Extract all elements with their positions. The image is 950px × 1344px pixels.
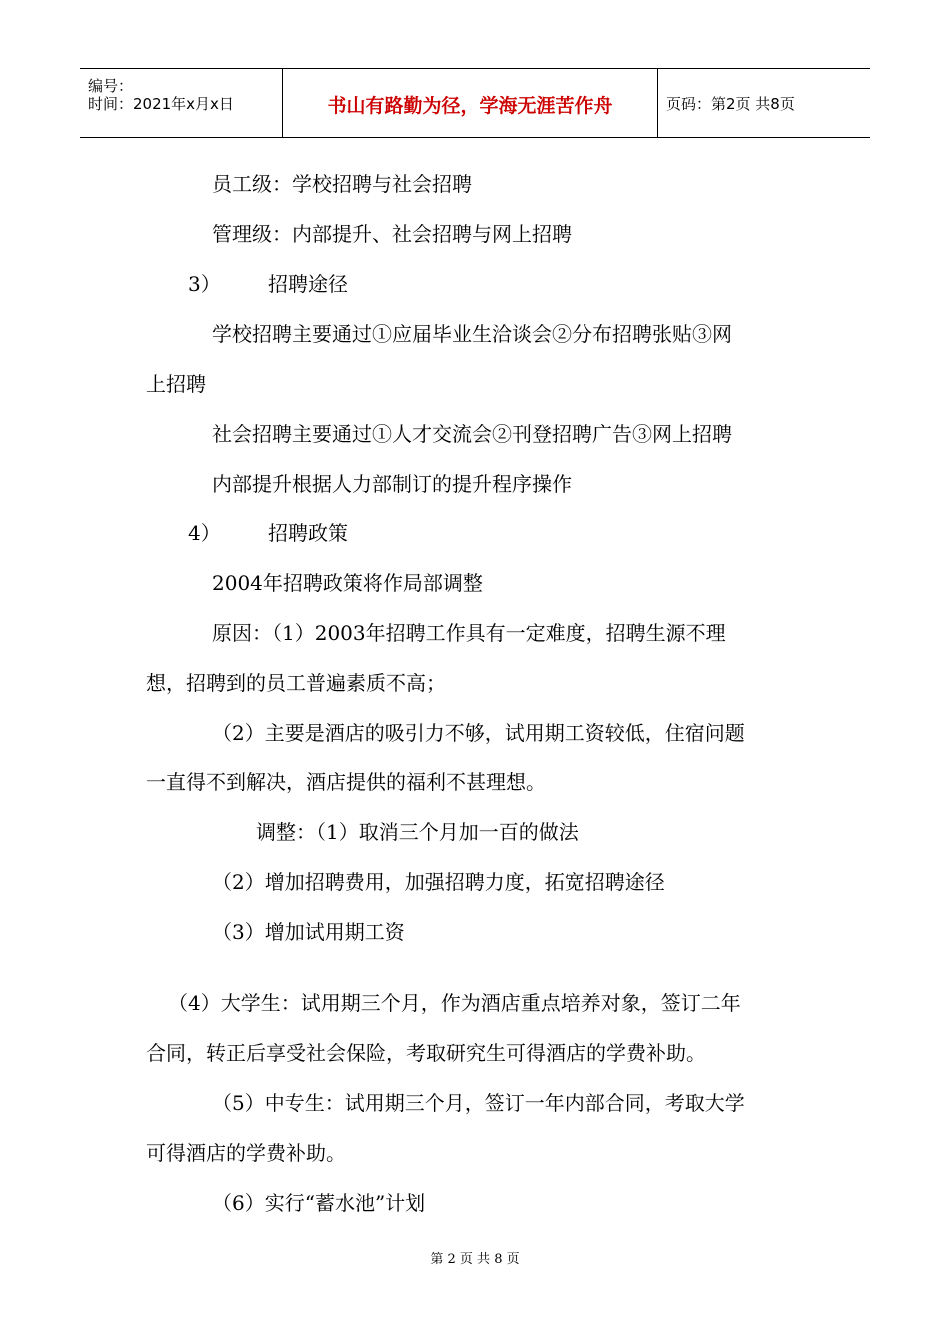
page-header xyxy=(80,68,870,138)
document-number-label: 编号： xyxy=(88,77,134,95)
header-motto-cell xyxy=(283,69,658,137)
text-line: （2）增加招聘费用，加强招聘力度，拓宽招聘途径 xyxy=(212,870,665,894)
list-number: 3） xyxy=(188,272,221,296)
text-line: 学校招聘主要通过①应届毕业生洽谈会②分布招聘张贴③网 xyxy=(212,322,732,346)
text-line: （4）大学生：试用期三个月，作为酒店重点培养对象，签订二年 xyxy=(168,991,741,1015)
text-line: （3）增加试用期工资 xyxy=(212,920,405,944)
text-line: 员工级：学校招聘与社会招聘 xyxy=(212,172,472,196)
text-line: 调整：（1）取消三个月加一百的做法 xyxy=(256,820,579,844)
text-line: 可得酒店的学费补助。 xyxy=(146,1141,346,1165)
page-footer: 第 2 页 共 8 页 xyxy=(430,1252,520,1267)
text-line: 2004年招聘政策将作局部调整 xyxy=(212,571,483,595)
text-line: 内部提升根据人力部制订的提升程序操作 xyxy=(212,472,572,496)
text-line: 原因：（1）2003年招聘工作具有一定难度，招聘生源不理 xyxy=(212,621,726,645)
text-line: 社会招聘主要通过①人才交流会②刊登招聘广告③网上招聘 xyxy=(212,422,732,446)
text-line: 管理级：内部提升、社会招聘与网上招聘 xyxy=(212,222,572,246)
header-motto: 书山有路勤为径，学海无涯苦作舟 xyxy=(327,95,613,117)
text-line: （2）主要是酒店的吸引力不够，试用期工资较低，住宿问题 xyxy=(212,721,745,745)
text-line: 想，招聘到的员工普遍素质不高； xyxy=(146,671,446,695)
text-line: （5）中专生：试用期三个月，签订一年内部合同，考取大学 xyxy=(212,1091,745,1115)
text-line: （6）实行“蓄水池”计划 xyxy=(212,1191,426,1215)
text-line: 合同，转正后享受社会保险，考取研究生可得酒店的学费补助。 xyxy=(146,1041,706,1065)
header-page-cell xyxy=(658,69,870,137)
section-heading: 招聘途径 xyxy=(268,272,348,296)
header-page-info: 页码：第2页 共8页 xyxy=(666,95,795,113)
text-line: 上招聘 xyxy=(146,372,206,396)
header-meta-cell xyxy=(80,69,283,137)
document-time-label: 时间：2021年x月x日 xyxy=(88,95,234,113)
text-line: 一直得不到解决，酒店提供的福利不甚理想。 xyxy=(146,770,546,794)
list-number: 4） xyxy=(188,521,221,545)
section-heading: 招聘政策 xyxy=(268,521,348,545)
